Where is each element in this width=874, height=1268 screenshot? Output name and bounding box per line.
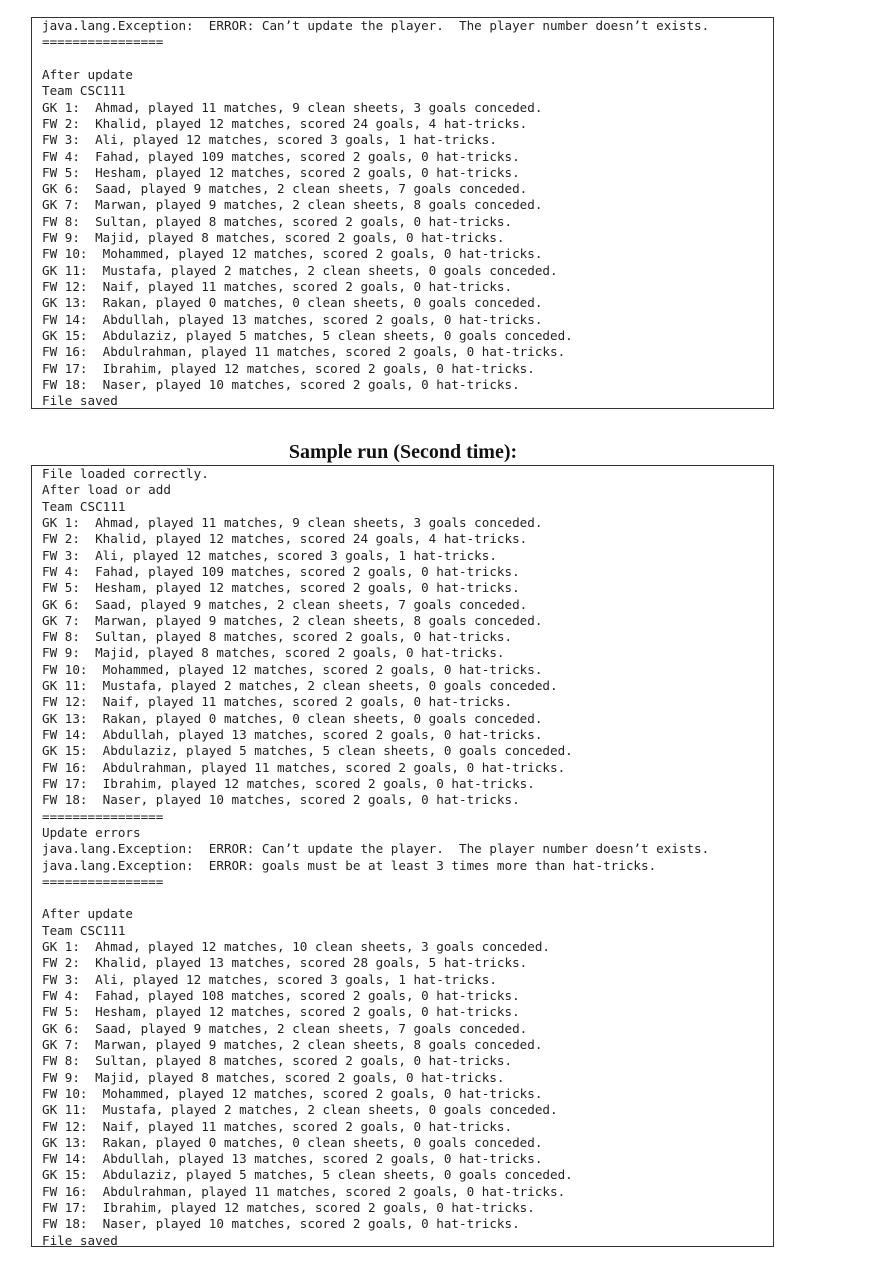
console-line: ================ [42,808,164,824]
first-run-output-box [31,17,774,409]
console-line: FW 16: Abdulrahman, played 11 matches, scored 2 goals, 0 hat-tricks. [42,759,566,775]
console-line: FW 18: Naser, played 10 matches, scored 2 goals, 0 hat-tricks. [42,1216,520,1232]
console-line: ================ [42,873,164,889]
console-line: FW 17: Ibrahim, played 12 matches, scored 2 goals, 0 hat-tricks. [42,360,535,376]
console-line: FW 9: Majid, played 8 matches, scored 2 goals, 0 hat-tricks. [42,230,505,246]
console-line: GK 6: Saad, played 9 matches, 2 clean sheets, 7 goals conceded. [42,181,528,197]
console-line: GK 6: Saad, played 9 matches, 2 clean sheets, 7 goals conceded. [42,1020,528,1036]
console-line: FW 18: Naser, played 10 matches, scored 2 goals, 0 hat-tricks. [42,376,520,392]
console-line: FW 12: Naif, played 11 matches, scored 2 goals, 0 hat-tricks. [42,694,513,710]
console-line: GK 6: Saad, played 9 matches, 2 clean sheets, 7 goals conceded. [42,596,528,612]
console-line: FW 4: Fahad, played 108 matches, scored 2 goals, 0 hat-tricks. [42,988,520,1003]
console-line: After update [42,906,133,922]
console-line: FW 4: Fahad, played 109 matches, scored 2 goals, 0 hat-tricks. [42,148,520,164]
console-line: ================ [42,34,164,50]
console-line: Team CSC111 [42,83,126,99]
console-line: FW 14: Abdullah, played 13 matches, scored 2 goals, 0 hat-tricks. [42,727,543,742]
console-line: FW 14: Abdullah, played 13 matches, scored 2 goals, 0 hat-tricks. [42,311,543,327]
console-line: FW 3: Ali, played 12 matches, scored 3 goals, 1 hat-tricks. [42,971,497,987]
console-line: FW 10: Mohammed, played 12 matches, scored 2 goals, 0 hat-tricks. [42,661,543,677]
console-line: java.lang.Exception: ERROR: Can’t update the player. The player number doesn’t exists. [42,18,710,33]
console-line: GK 7: Marwan, played 9 matches, 2 clean sheets, 8 goals conceded. [42,1036,543,1052]
console-line: FW 3: Ali, played 12 matches, scored 3 goals, 1 hat-tricks. [42,132,497,148]
console-line: GK 15: Abdulaziz, played 5 matches, 5 clean sheets, 0 goals conceded. [42,327,573,343]
console-line: File loaded correctly. [42,466,209,481]
console-line: FW 8: Sultan, played 8 matches, scored 2 goals, 0 hat-tricks. [42,1053,513,1069]
second-run-heading: Sample run (Second time): [288,441,518,463]
console-line: GK 7: Marwan, played 9 matches, 2 clean sheets, 8 goals conceded. [42,197,543,213]
console-line: FW 14: Abdullah, played 13 matches, scored 2 goals, 0 hat-tricks. [42,1151,543,1167]
console-line: File saved [42,1232,118,1247]
console-line: FW 8: Sultan, played 8 matches, scored 2 goals, 0 hat-tricks. [42,629,513,645]
console-line: GK 13: Rakan, played 0 matches, 0 clean sheets, 0 goals conceded. [42,295,543,311]
console-line: FW 8: Sultan, played 8 matches, scored 2 goals, 0 hat-tricks. [42,213,513,229]
console-line: GK 13: Rakan, played 0 matches, 0 clean sheets, 0 goals conceded. [42,1134,543,1150]
console-line: GK 15: Abdulaziz, played 5 matches, 5 clean sheets, 0 goals conceded. [42,743,573,759]
console-line: FW 9: Majid, played 8 matches, scored 2 goals, 0 hat-tricks. [42,1069,505,1085]
console-line: FW 10: Mohammed, played 12 matches, scored 2 goals, 0 hat-tricks. [42,1085,543,1101]
console-line: FW 5: Hesham, played 12 matches, scored 2 goals, 0 hat-tricks. [42,164,520,180]
console-line: FW 17: Ibrahim, played 12 matches, scored 2 goals, 0 hat-tricks. [42,775,535,791]
console-line: After update [42,66,133,82]
console-line: FW 12: Naif, played 11 matches, scored 2 goals, 0 hat-tricks. [42,1118,513,1134]
console-line: GK 1: Ahmad, played 11 matches, 9 clean sheets, 3 goals conceded. [42,99,543,115]
console-line: FW 3: Ali, played 12 matches, scored 3 goals, 1 hat-tricks. [42,547,497,563]
console-line: FW 5: Hesham, played 12 matches, scored 2 goals, 0 hat-tricks. [42,580,520,596]
console-line: FW 2: Khalid, played 12 matches, scored 24 goals, 4 hat-tricks. [42,115,528,131]
console-line: FW 12: Naif, played 11 matches, scored 2 goals, 0 hat-tricks. [42,279,513,294]
console-line: java.lang.Exception: ERROR: Can’t update the player. The player number doesn’t exists. [42,841,710,857]
console-line: GK 13: Rakan, played 0 matches, 0 clean sheets, 0 goals conceded. [42,710,543,726]
console-line: FW 5: Hesham, played 12 matches, scored 2 goals, 0 hat-tricks. [42,1004,520,1020]
console-line: FW 16: Abdulrahman, played 11 matches, scored 2 goals, 0 hat-tricks. [42,344,566,360]
console-line: GK 11: Mustafa, played 2 matches, 2 clean sheets, 0 goals conceded. [42,1102,558,1118]
console-line: GK 15: Abdulaziz, played 5 matches, 5 clean sheets, 0 goals conceded. [42,1167,573,1183]
console-line: GK 1: Ahmad, played 12 matches, 10 clean sheets, 3 goals conceded. [42,939,550,955]
console-line: Update errors [42,824,141,840]
console-line: Team CSC111 [42,498,126,514]
console-line: GK 1: Ahmad, played 11 matches, 9 clean sheets, 3 goals conceded. [42,514,543,530]
console-line [42,890,773,906]
console-line: FW 17: Ibrahim, played 12 matches, scored 2 goals, 0 hat-tricks. [42,1200,535,1216]
console-line: FW 16: Abdulrahman, played 11 matches, scored 2 goals, 0 hat-tricks. [42,1183,566,1199]
console-line: java.lang.Exception: ERROR: goals must be at least 3 times more than hat-tricks. [42,857,657,873]
console-line: File saved [42,393,118,409]
console-line: GK 11: Mustafa, played 2 matches, 2 clean sheets, 0 goals conceded. [42,262,558,278]
console-line: FW 18: Naser, played 10 matches, scored 2 goals, 0 hat-tricks. [42,792,520,808]
console-line: FW 2: Khalid, played 13 matches, scored 28 goals, 5 hat-tricks. [42,955,528,971]
second-run-output-box [31,465,774,1247]
console-line: GK 7: Marwan, played 9 matches, 2 clean sheets, 8 goals conceded. [42,612,543,628]
console-line: FW 2: Khalid, played 12 matches, scored 24 goals, 4 hat-tricks. [42,531,528,547]
console-line: Team CSC111 [42,922,126,938]
console-line: FW 4: Fahad, played 109 matches, scored 2 goals, 0 hat-tricks. [42,563,520,579]
console-line: GK 11: Mustafa, played 2 matches, 2 clean sheets, 0 goals conceded. [42,678,558,694]
console-line [42,51,773,67]
console-line: After load or add [42,482,171,498]
console-line: FW 10: Mohammed, played 12 matches, scored 2 goals, 0 hat-tricks. [42,246,543,262]
console-line: FW 9: Majid, played 8 matches, scored 2 goals, 0 hat-tricks. [42,645,505,661]
